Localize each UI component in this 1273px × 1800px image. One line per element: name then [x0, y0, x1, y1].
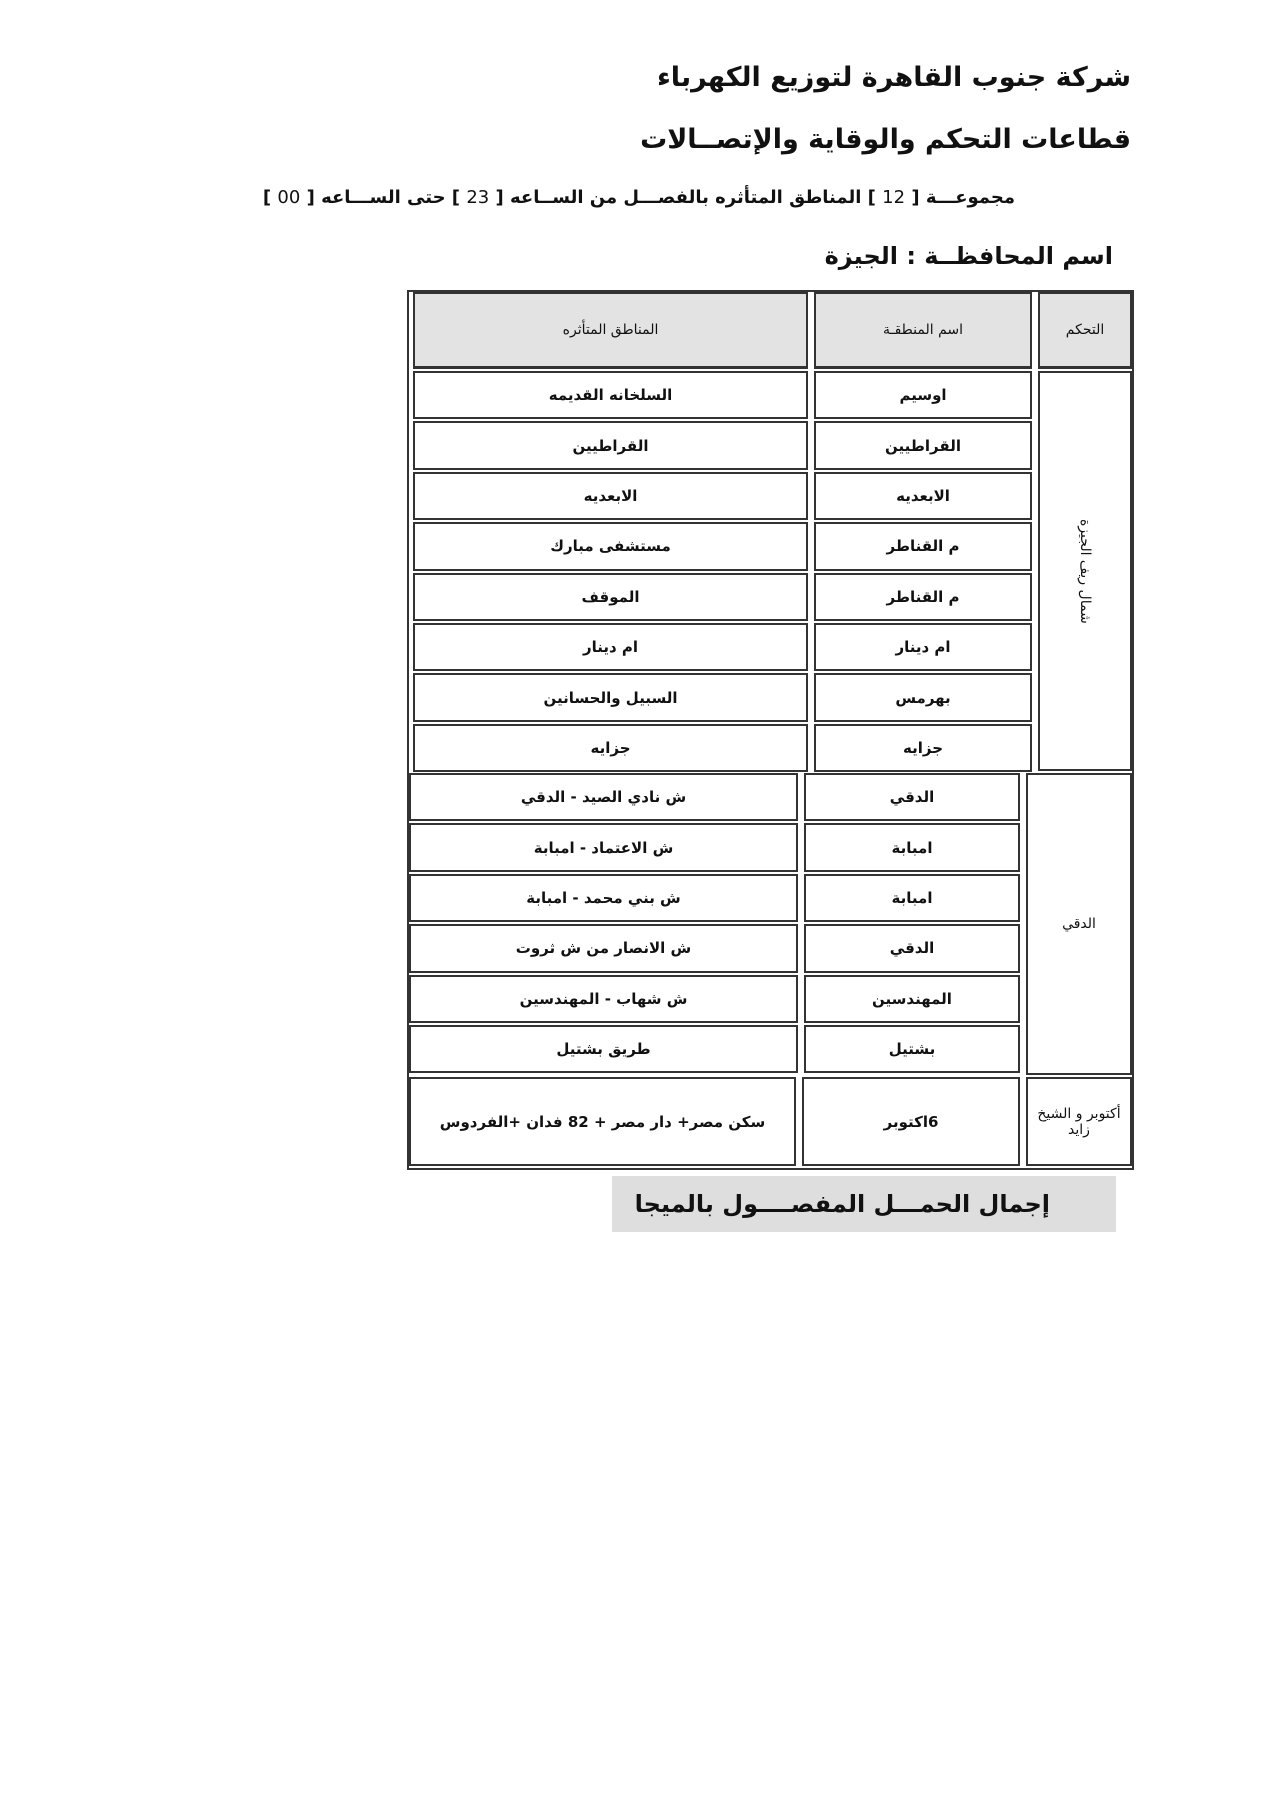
area-name-cell: الدقي: [804, 773, 1020, 821]
affected-areas-cell: السلخانه القديمه: [413, 371, 808, 419]
affected-areas-cell: الابعديه: [413, 472, 808, 520]
affected-areas-cell: القراطيين: [413, 421, 808, 469]
affected-areas-cell: السبيل والحسانين: [413, 673, 808, 721]
group-line: [263, 187, 1015, 208]
affected-areas-cell: ش شهاب - المهندسين: [409, 975, 798, 1023]
affected-areas-cell: ام دينار: [413, 623, 808, 671]
affected-areas-table: [407, 290, 1134, 1170]
affected-areas-cell: ش نادي الصيد - الدقي: [409, 773, 798, 821]
group-number: 12: [882, 187, 906, 208]
group-suffix: ]: [262, 187, 272, 208]
header-area-name: اسم المنطقـة: [814, 292, 1032, 369]
header-control: التحكم: [1038, 292, 1132, 369]
area-name-cell: اوسيم: [814, 371, 1032, 419]
control-group-label: الدقي: [1062, 916, 1096, 932]
area-name-cell: بشتيل: [804, 1025, 1020, 1073]
area-name-cell: ام دينار: [814, 623, 1032, 671]
affected-areas-cell: ش الانصار من ش ثروت: [409, 924, 798, 972]
total-load-label: إجمال الحمـــل المفصــــول بالميجا: [612, 1176, 1116, 1232]
control-group-dokki: [1026, 773, 1132, 1075]
group-mid2: ] حتى الســـاعه [: [306, 187, 461, 208]
area-name-cell: م القناطر: [814, 522, 1032, 570]
area-name-cell: بهرمس: [814, 673, 1032, 721]
affected-areas-cell: طريق بشتيل: [409, 1025, 798, 1073]
governorate-title: اسم المحافظــة : الجيزة: [824, 242, 1113, 270]
area-name-cell: القراطيين: [814, 421, 1032, 469]
control-group-label: أكتوبر و الشيخ زايد: [1037, 1105, 1121, 1138]
sector-title: قطاعات التحكم والوقاية والإتصــالات: [640, 124, 1131, 155]
area-name-cell: الدقي: [804, 924, 1020, 972]
area-name-cell: 6اكتوبر: [802, 1077, 1020, 1166]
affected-areas-cell: الموقف: [413, 573, 808, 621]
area-name-cell: الابعديه: [814, 472, 1032, 520]
area-name-cell: المهندسين: [804, 975, 1020, 1023]
area-name-cell: جزايه: [814, 724, 1032, 772]
control-group-label: شمال ريف الجيزة: [1077, 518, 1093, 624]
affected-areas-cell: ش بني محمد - امبابة: [409, 874, 798, 922]
company-title: شركة جنوب القاهرة لتوزيع الكهرباء: [657, 62, 1131, 93]
affected-areas-cell: مستشفى مبارك: [413, 522, 808, 570]
group-prefix: مجموعـــة [: [911, 187, 1015, 208]
control-group-october: [1026, 1077, 1132, 1166]
from-hour: 23: [466, 187, 490, 208]
to-hour: 00: [277, 187, 301, 208]
control-group-north-giza: [1038, 371, 1132, 771]
affected-areas-cell: جزايه: [413, 724, 808, 772]
area-name-cell: امبابة: [804, 874, 1020, 922]
area-name-cell: م القناطر: [814, 573, 1032, 621]
area-name-cell: امبابة: [804, 823, 1020, 871]
group-mid: ] المناطق المتأثره بالفصـــل من الســاعه [: [495, 187, 876, 208]
affected-areas-cell: ش الاعتماد - امبابة: [409, 823, 798, 871]
affected-areas-cell: سكن مصر+ دار مصر + 82 فدان +الفردوس: [409, 1077, 796, 1166]
header-affected-areas: المناطق المتأثره: [413, 292, 808, 369]
